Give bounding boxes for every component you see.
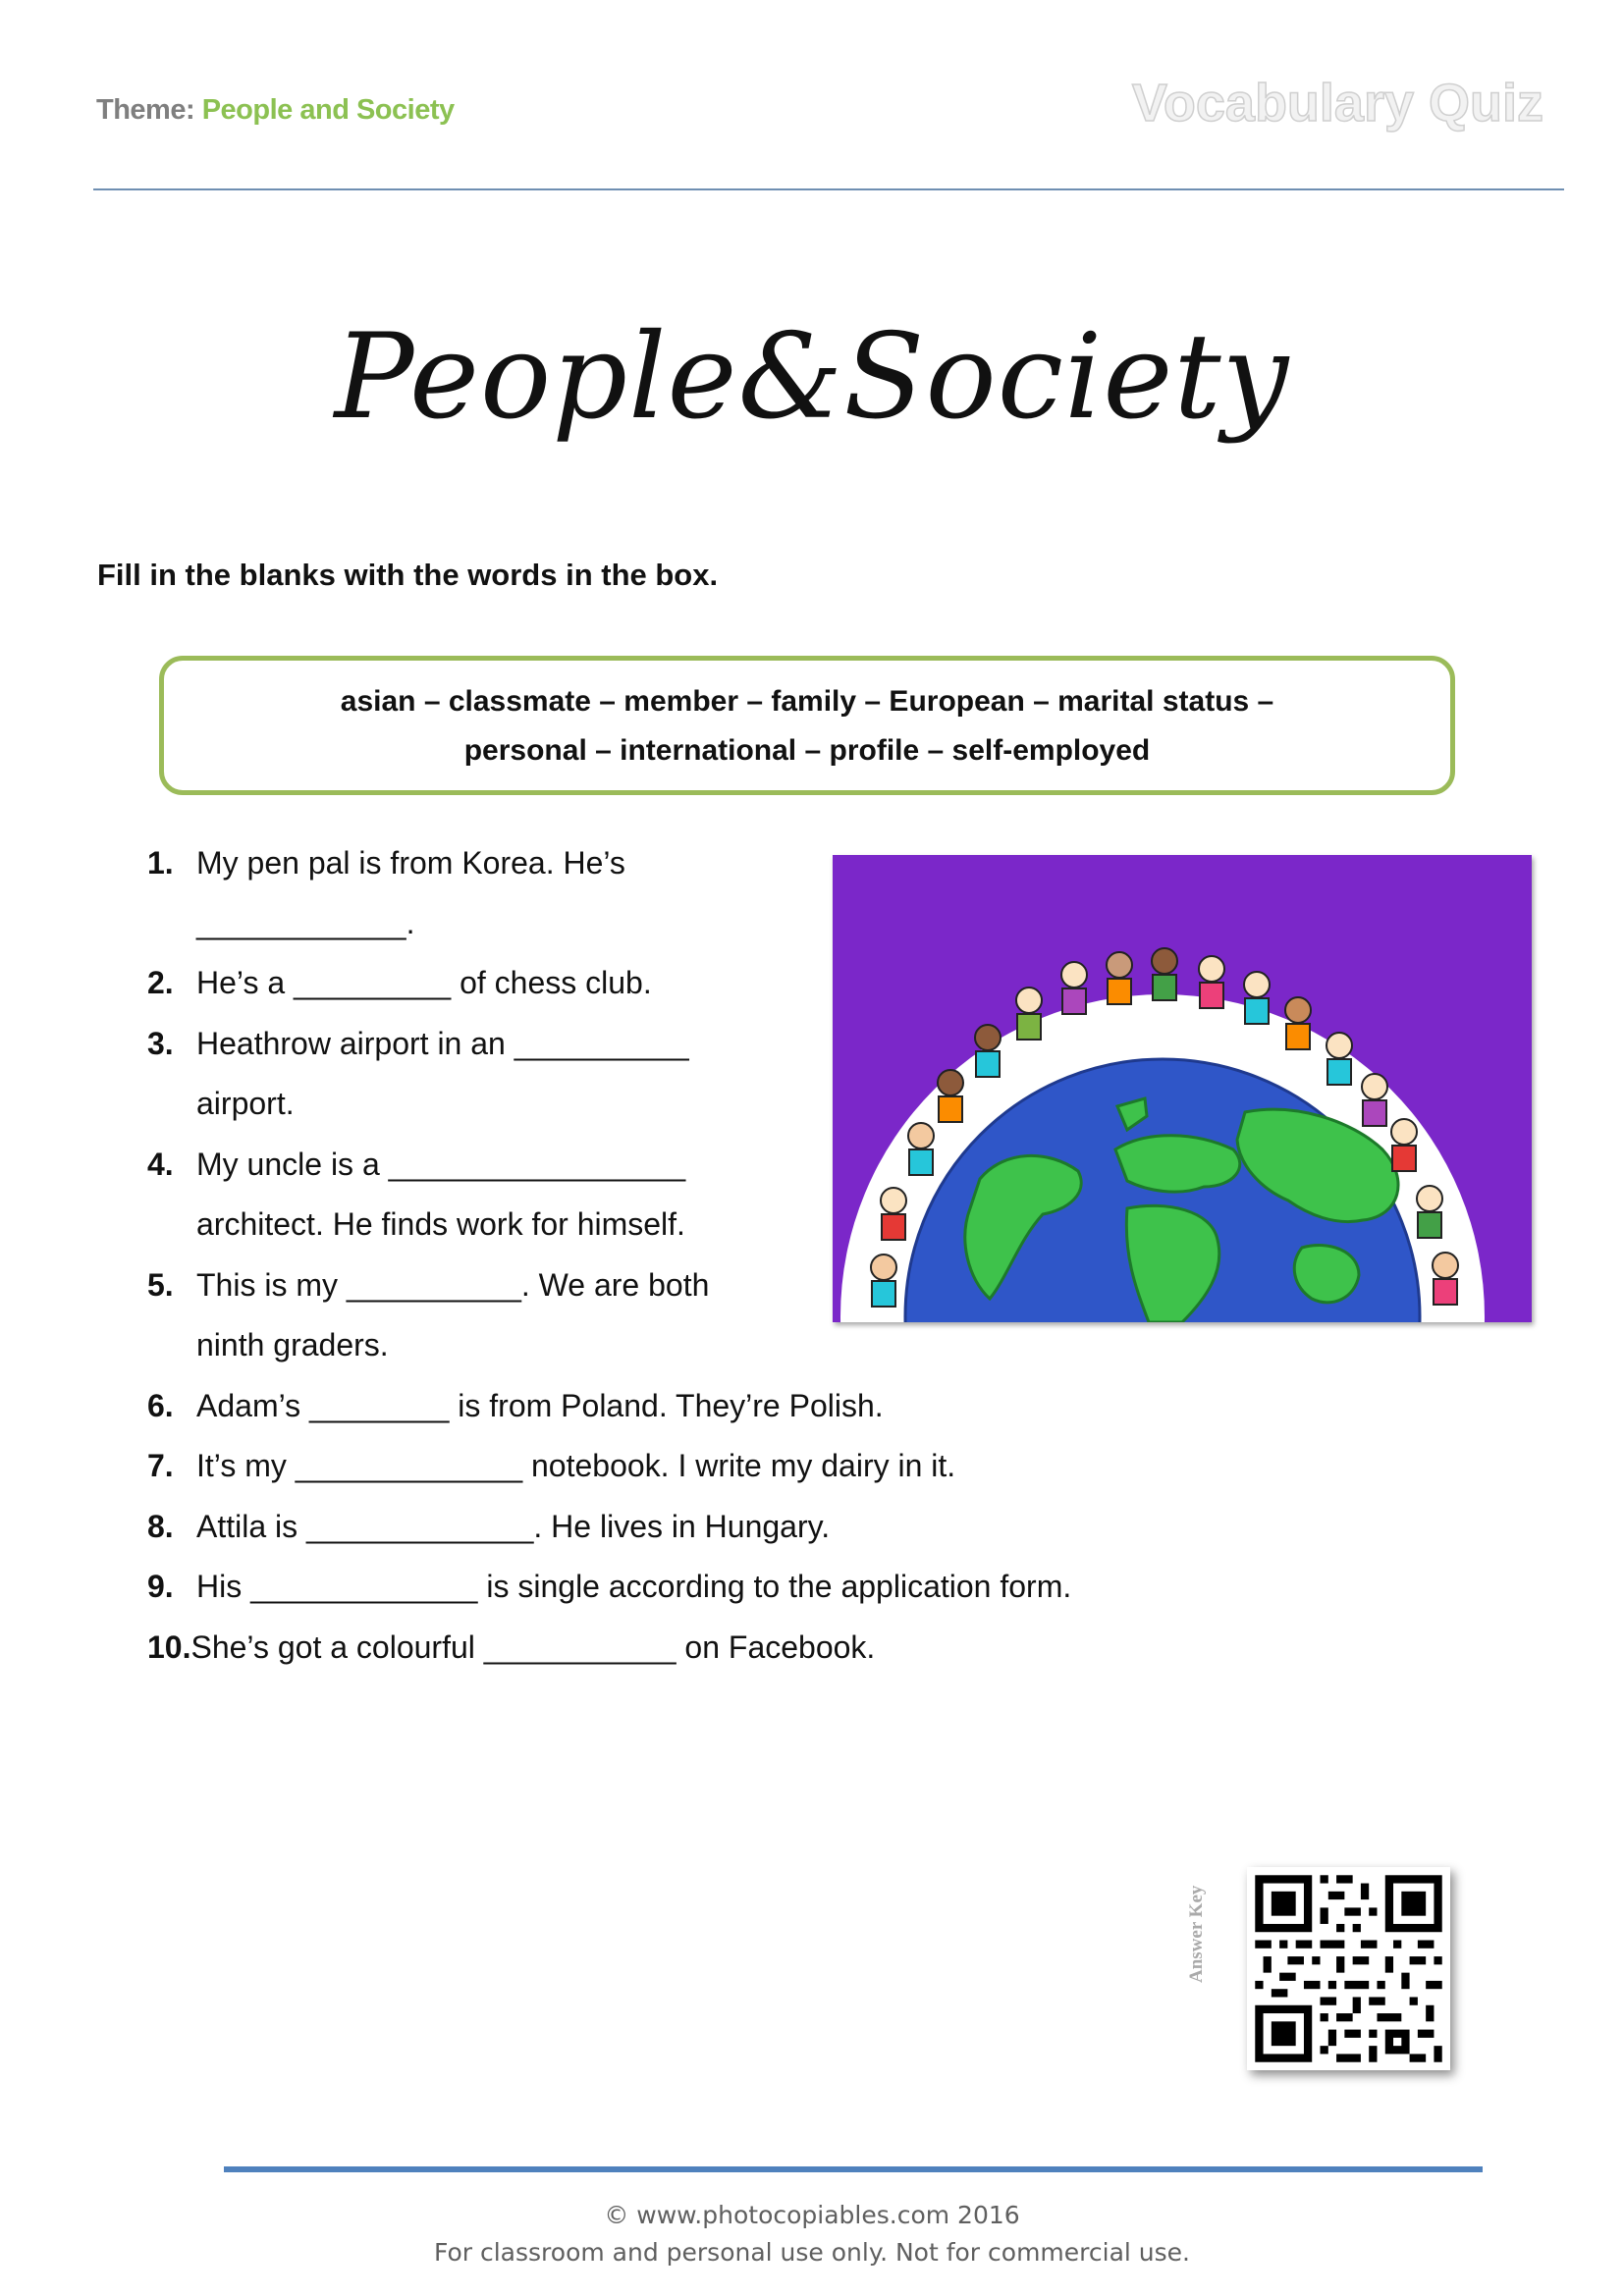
question-1-continued: ____________. [196, 905, 415, 940]
theme-label: Theme: [96, 94, 195, 126]
question-2 [147, 963, 652, 1002]
answer-key-label: Answer Key [1186, 1885, 1207, 1983]
question-text: He’s a _________ of chess club. [196, 965, 652, 1000]
instruction: Fill in the blanks with the words in the box. [97, 558, 719, 592]
question-text: His _____________ is single according to the application form. [196, 1569, 1072, 1604]
question-text: Heathrow airport in an __________ [196, 1026, 689, 1061]
question-text: It’s my _____________ notebook. I write my dairy in it. [196, 1448, 956, 1483]
qr-code[interactable] [1247, 1867, 1450, 2070]
question-number: 9. [147, 1569, 174, 1604]
question-number: 5. [147, 1267, 174, 1303]
footer-copyright: © www.photocopiables.com 2016 [604, 2201, 1020, 2229]
word-box-line-1: asian – classmate – member – family – European – marital status – [340, 685, 1274, 718]
globe-children-drawing [833, 855, 1532, 1322]
question-8 [147, 1507, 830, 1546]
word-box [159, 656, 1455, 795]
question-number: 4. [147, 1147, 174, 1182]
qr-code-pattern [1247, 1867, 1450, 2070]
footer-divider [224, 2166, 1483, 2172]
question-9 [147, 1567, 1071, 1606]
question-number: 6. [147, 1388, 174, 1423]
question-5 [147, 1265, 709, 1305]
question-4-continued: architect. He finds work for himself. [196, 1206, 685, 1242]
theme-value: People and Society [201, 94, 455, 126]
question-number: 8. [147, 1509, 174, 1544]
question-3 [147, 1024, 689, 1063]
question-4 [147, 1145, 685, 1184]
globe-children-illustration [833, 855, 1532, 1322]
question-10 [147, 1628, 875, 1667]
word-box-line-2: personal – international – profile – self-employed [463, 734, 1151, 767]
question-5-continued: ninth graders. [196, 1327, 389, 1362]
question-number: 10. [147, 1629, 191, 1665]
question-number: 3. [147, 1026, 174, 1061]
footer-usage-note: For classroom and personal use only. Not for commercial use. [433, 2238, 1190, 2267]
question-text: My pen pal is from Korea. He’s [196, 845, 625, 881]
question-text: This is my __________. We are both [196, 1267, 710, 1303]
question-text: She’s got a colourful ___________ on Facebook. [190, 1629, 876, 1665]
question-number: 7. [147, 1448, 174, 1483]
header-divider [93, 188, 1564, 190]
question-6 [147, 1386, 884, 1425]
question-text: Attila is _____________. He lives in Hungary. [196, 1509, 831, 1544]
vocabulary-quiz-watermark: Vocabulary Quiz [1131, 74, 1543, 133]
question-1 [147, 843, 625, 882]
question-text: Adam’s ________ is from Poland. They’re Polish. [196, 1388, 884, 1423]
question-3-continued: airport. [196, 1086, 295, 1121]
question-number: 1. [147, 845, 174, 881]
question-number: 2. [147, 965, 174, 1000]
question-7 [147, 1446, 955, 1485]
page-title: People&Society [334, 309, 1290, 446]
question-text: My uncle is a _________________ [196, 1147, 686, 1182]
theme-heading [96, 94, 455, 127]
